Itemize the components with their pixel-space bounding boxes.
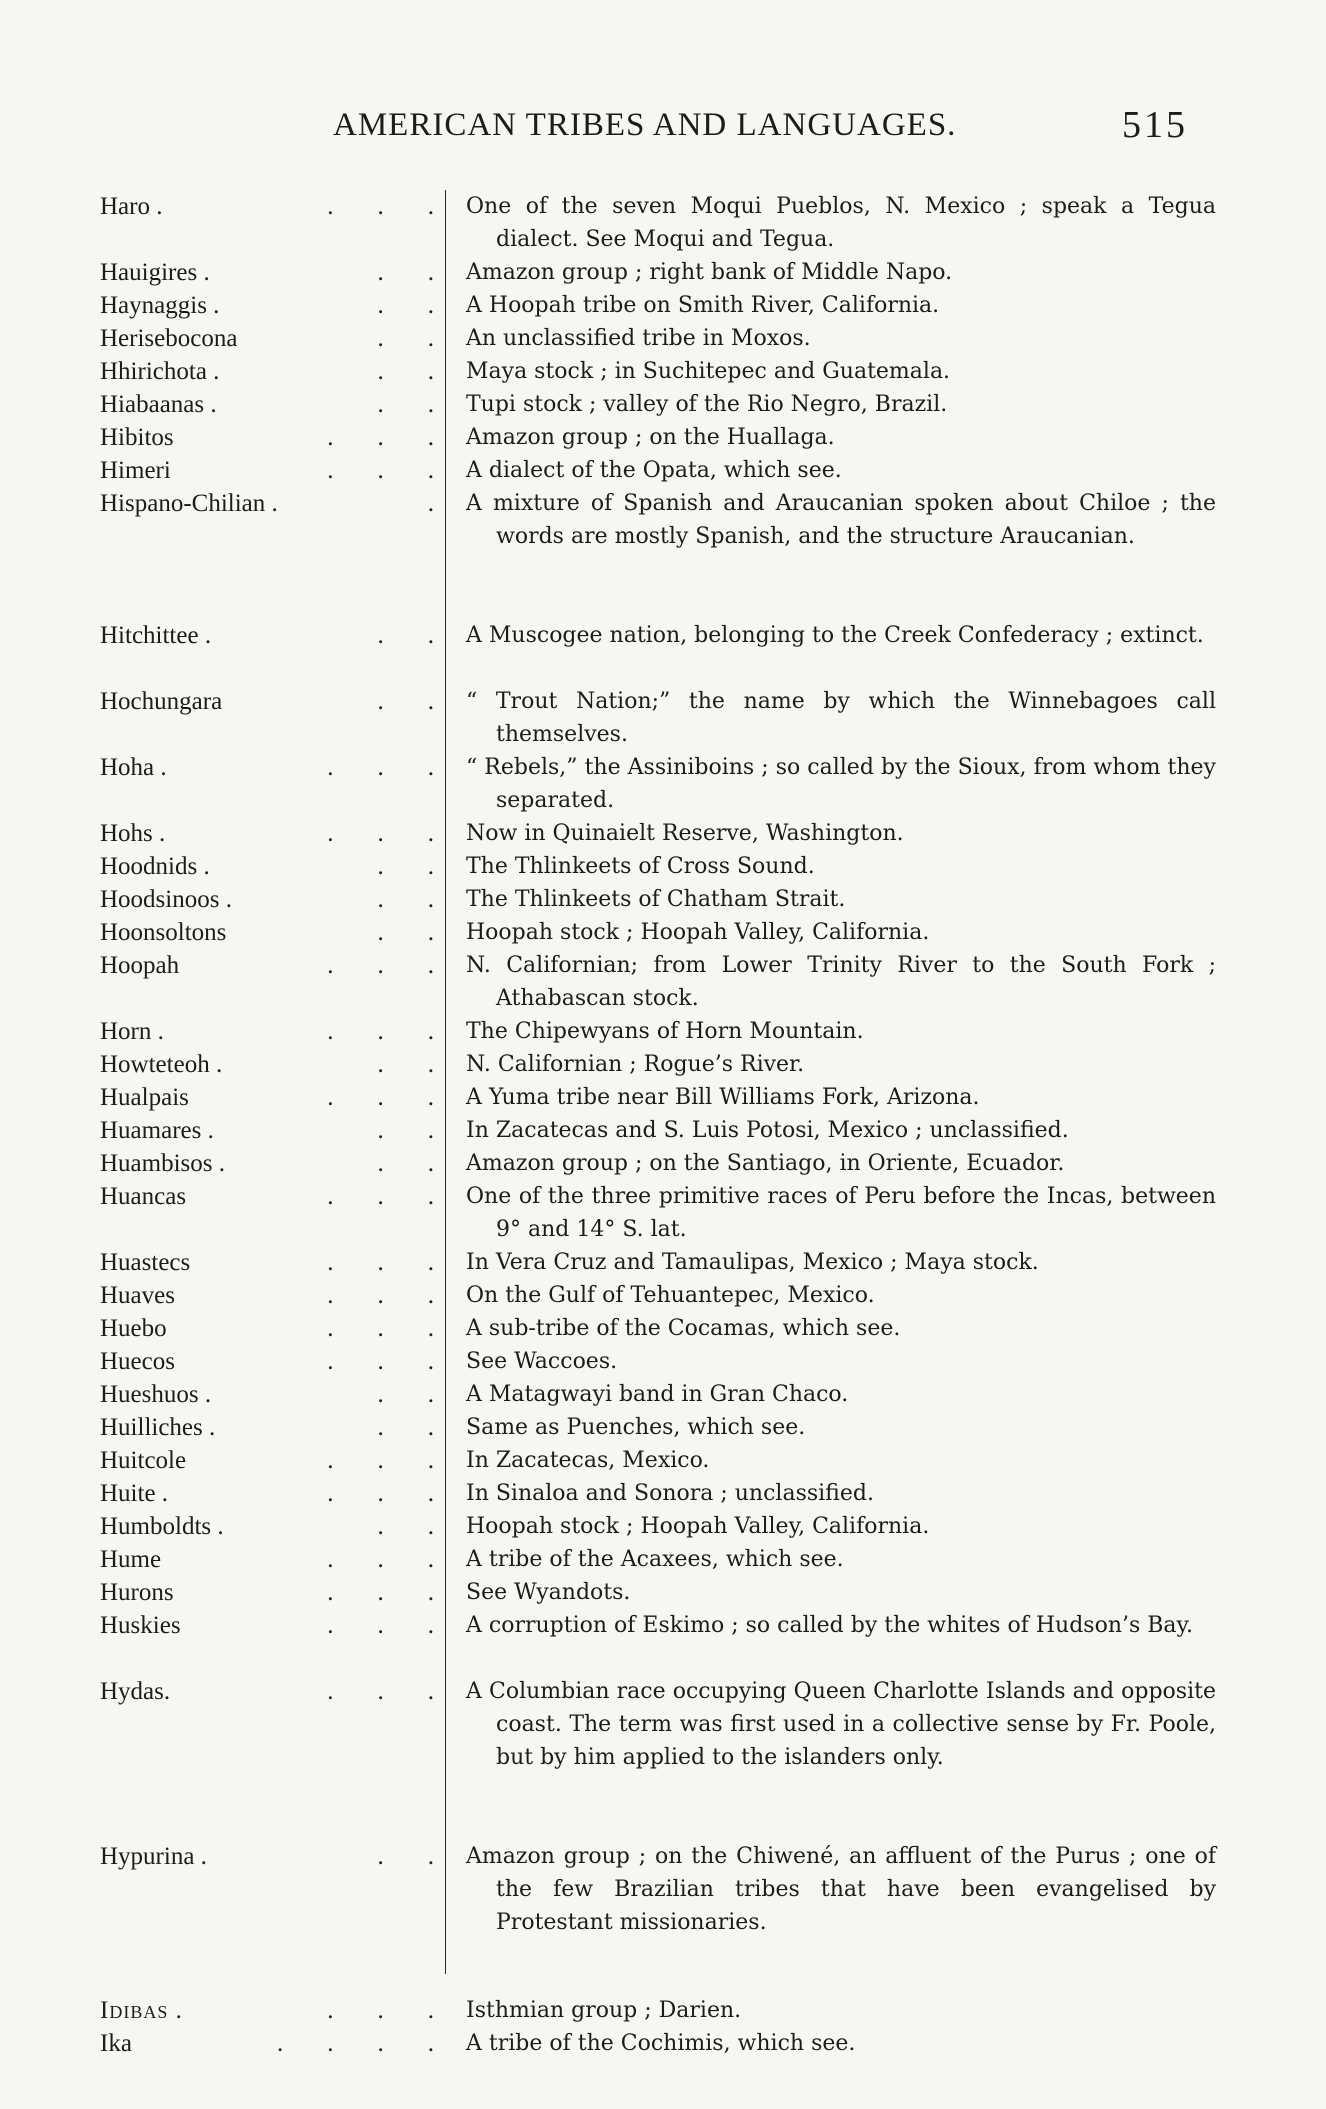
- entry-term: Hoodsinoos .: [100, 886, 232, 913]
- leader-dot: .: [377, 1315, 384, 1342]
- leader-dot: .: [377, 754, 384, 781]
- entry-term: Hoodnids .: [100, 853, 210, 880]
- leader-dot: .: [377, 1051, 384, 1078]
- entry-description: Same as Puenches, which see.: [466, 1415, 806, 1440]
- leader-dots: [174, 454, 434, 487]
- leader-dot: .: [327, 457, 334, 484]
- column-divider: [445, 190, 446, 1974]
- entry-description: A Matagwayi band in Gran Chaco.: [466, 1382, 849, 1407]
- entry-description: The Thlinkeets of Cross Sound.: [466, 854, 815, 879]
- entry-term: Huambisos .: [100, 1150, 225, 1177]
- leader-dot: .: [377, 391, 384, 418]
- leader-dots: [174, 1180, 434, 1213]
- leader-dot: .: [377, 1546, 384, 1573]
- page-title: AMERICAN TRIBES AND LANGUAGES.: [333, 107, 957, 143]
- leader-dots: [174, 949, 434, 982]
- entry-term: Huitcole: [100, 1447, 187, 1474]
- leader-dots: [174, 1675, 434, 1708]
- entry-description: One of the seven Moqui Pueblos, N. Mexico ; speak a Tegua dialect. See Moqui and Tegua.: [466, 194, 1216, 252]
- leader-dots: [174, 1246, 434, 1279]
- leader-dot: .: [427, 391, 434, 418]
- leader-dot: .: [427, 1414, 434, 1441]
- leader-dot: .: [327, 1480, 334, 1507]
- leader-dot: .: [427, 1612, 434, 1639]
- entry-description: On the Gulf of Tehuantepec, Mexico.: [466, 1283, 875, 1308]
- leader-dots: [174, 355, 434, 388]
- leader-dot: .: [427, 1579, 434, 1606]
- leader-dot: .: [377, 457, 384, 484]
- entry-term: Ika: [100, 2030, 132, 2057]
- leader-dots: [174, 1543, 434, 1576]
- leader-dot: .: [377, 1447, 384, 1474]
- leader-dot: .: [377, 1480, 384, 1507]
- page-number: 515: [1122, 104, 1188, 146]
- leader-dots: [174, 190, 434, 223]
- entry-term: Hhirichota .: [100, 358, 220, 385]
- leader-dot: .: [427, 292, 434, 319]
- leader-dots: [174, 1279, 434, 1312]
- entry-term: Hiabaanas .: [100, 391, 217, 418]
- entry-description: Isthmian group ; Darien.: [466, 1998, 742, 2023]
- leader-dot: .: [427, 886, 434, 913]
- leader-dot: .: [427, 490, 434, 517]
- leader-dot: .: [427, 358, 434, 385]
- leader-dots: [174, 751, 434, 784]
- entry-term: Hurons: [100, 1579, 174, 1606]
- leader-dot: .: [377, 688, 384, 715]
- leader-dot: .: [377, 820, 384, 847]
- leader-dots: [174, 1994, 434, 2027]
- entry-term: Hohs .: [100, 820, 166, 847]
- leader-dot: .: [327, 1315, 334, 1342]
- leader-dot: .: [377, 952, 384, 979]
- entry-term: Huecos: [100, 1348, 175, 1375]
- leader-dots: [174, 1510, 434, 1543]
- entry-description: Hoopah stock ; Hoopah Valley, California.: [466, 1514, 930, 1539]
- leader-dot: .: [427, 1051, 434, 1078]
- entry-description: “ Trout Nation;” the name by which the Winnebagoes call themselves.: [466, 689, 1216, 747]
- leader-dots: [174, 1114, 434, 1147]
- leader-dot: .: [327, 1997, 334, 2024]
- entry-term: Huilliches .: [100, 1414, 216, 1441]
- leader-dot: .: [327, 754, 334, 781]
- leader-dots: [174, 2027, 434, 2060]
- leader-dot: .: [327, 1249, 334, 1276]
- entry-term: Huebo: [100, 1315, 167, 1342]
- entry-description: A Hoopah tribe on Smith River, California.: [466, 293, 940, 318]
- leader-dots: [174, 1609, 434, 1642]
- leader-dot: .: [327, 952, 334, 979]
- leader-dot: .: [377, 853, 384, 880]
- leader-dot: .: [427, 1282, 434, 1309]
- leader-dot: .: [327, 1183, 334, 1210]
- leader-dots: [174, 1048, 434, 1081]
- leader-dot: .: [327, 1678, 334, 1705]
- leader-dot: .: [327, 1546, 334, 1573]
- entry-description: An unclassified tribe in Moxos.: [466, 326, 811, 351]
- leader-dot: .: [377, 1579, 384, 1606]
- leader-dots: [174, 421, 434, 454]
- entry-term: Huskies: [100, 1612, 181, 1639]
- leader-dot: .: [427, 1546, 434, 1573]
- leader-dot: .: [377, 1381, 384, 1408]
- leader-dot: .: [427, 1513, 434, 1540]
- entry-description: A Columbian race occupying Queen Charlotte Islands and opposite coast. The term was first used in a collective sense by Fr. Poole, but by him applied to the islanders only.: [466, 1679, 1216, 1770]
- leader-dot: .: [377, 1348, 384, 1375]
- leader-dot: .: [327, 1579, 334, 1606]
- leader-dot: .: [377, 1678, 384, 1705]
- entry-description: In Sinaloa and Sonora ; unclassified.: [466, 1481, 874, 1506]
- leader-dots: [174, 1081, 434, 1114]
- entry-description: Amazon group ; on the Huallaga.: [466, 425, 835, 450]
- leader-dot: .: [327, 1348, 334, 1375]
- entry-term: Haynaggis .: [100, 292, 220, 319]
- entry-term: Hueshuos .: [100, 1381, 212, 1408]
- entry-term: Hitchittee .: [100, 622, 212, 649]
- leader-dot: .: [377, 193, 384, 220]
- entry-term: Humboldts .: [100, 1513, 224, 1540]
- entry-term: Horn .: [100, 1018, 164, 1045]
- leader-dots: [174, 1015, 434, 1048]
- leader-dot: .: [427, 457, 434, 484]
- leader-dot: .: [427, 1447, 434, 1474]
- leader-dot: .: [427, 2030, 434, 2057]
- entry-description: A mixture of Spanish and Araucanian spoken about Chiloe ; the words are mostly Spanish, and the structure Araucanian.: [466, 491, 1216, 549]
- leader-dot: .: [327, 1447, 334, 1474]
- running-header: [333, 101, 1188, 149]
- entry-description: See Waccoes.: [466, 1349, 618, 1374]
- leader-dot: .: [377, 1513, 384, 1540]
- entry-description: The Chipewyans of Horn Mountain.: [466, 1019, 864, 1044]
- leader-dot: .: [327, 424, 334, 451]
- leader-dots: [174, 850, 434, 883]
- entry-term: Hydas.: [100, 1678, 171, 1705]
- entry-term: Herisebocona: [100, 325, 238, 352]
- leader-dot: .: [377, 919, 384, 946]
- entry-term: Hypurina .: [100, 1843, 207, 1870]
- leader-dots: [174, 916, 434, 949]
- leader-dots: [174, 1378, 434, 1411]
- entry-term: Hume: [100, 1546, 162, 1573]
- leader-dot: .: [377, 1414, 384, 1441]
- leader-dot: .: [377, 1997, 384, 2024]
- leader-dot: .: [427, 1084, 434, 1111]
- leader-dot: .: [427, 1249, 434, 1276]
- leader-dot: .: [377, 1183, 384, 1210]
- leader-dot: .: [377, 1150, 384, 1177]
- entry-description: A sub-tribe of the Cocamas, which see.: [466, 1316, 901, 1341]
- leader-dot: .: [427, 1678, 434, 1705]
- entry-term: Hochungara: [100, 688, 223, 715]
- leader-dots: [174, 685, 434, 718]
- leader-dot: .: [377, 424, 384, 451]
- entry-term: Hoopah: [100, 952, 180, 979]
- leader-dot: .: [427, 1315, 434, 1342]
- entry-description: Maya stock ; in Suchitepec and Guatemala.: [466, 359, 951, 384]
- leader-dots: [174, 817, 434, 850]
- entry-term: Himeri: [100, 457, 171, 484]
- entry-description: Amazon group ; on the Santiago, in Oriente, Ecuador.: [466, 1151, 1065, 1176]
- entry-description: A Muscogee nation, belonging to the Creek Confederacy ; extinct.: [466, 623, 1204, 648]
- leader-dot: .: [427, 424, 434, 451]
- leader-dot: .: [377, 259, 384, 286]
- entry-term: Howteteoh .: [100, 1051, 223, 1078]
- leader-dot: .: [327, 193, 334, 220]
- leader-dot: .: [327, 1612, 334, 1639]
- leader-dots: [174, 388, 434, 421]
- leader-dot: .: [327, 1282, 334, 1309]
- leader-dot: .: [427, 259, 434, 286]
- entry-term: Idibas .: [100, 1997, 183, 2024]
- leader-dot: .: [327, 1018, 334, 1045]
- leader-dot: .: [427, 1183, 434, 1210]
- entry-description: Hoopah stock ; Hoopah Valley, California.: [466, 920, 930, 945]
- leader-dots: [174, 619, 434, 652]
- leader-dot: .: [427, 1117, 434, 1144]
- entry-description: See Wyandots.: [466, 1580, 631, 1605]
- entry-description: In Zacatecas and S. Luis Potosi, Mexico ; unclassified.: [466, 1118, 1069, 1143]
- leader-dot: .: [377, 1117, 384, 1144]
- entry-term: Hibitos: [100, 424, 174, 451]
- entry-description: “ Rebels,” the Assiniboins ; so called by the Sioux, from whom they separated.: [466, 755, 1216, 813]
- entry-term: Huaves: [100, 1282, 175, 1309]
- leader-dot: .: [377, 1084, 384, 1111]
- leader-dot: .: [377, 292, 384, 319]
- entry-description: Amazon group ; on the Chiwené, an affluent of the Purus ; one of the few Brazilian tribes that have been evangelised by Protestant missionaries.: [466, 1844, 1216, 1935]
- entry-description: In Vera Cruz and Tamaulipas, Mexico ; Maya stock.: [466, 1250, 1039, 1275]
- entry-term: Hauigires .: [100, 259, 210, 286]
- leader-dot: .: [377, 1843, 384, 1870]
- leader-dot: .: [377, 2030, 384, 2057]
- entry-term: Hoonsoltons: [100, 919, 227, 946]
- leader-dot: .: [427, 1348, 434, 1375]
- leader-dot: .: [427, 622, 434, 649]
- leader-dot: .: [427, 1381, 434, 1408]
- entry-term: Hoha .: [100, 754, 167, 781]
- leader-dot: .: [427, 853, 434, 880]
- leader-dot: .: [377, 1018, 384, 1045]
- leader-dot: .: [377, 1249, 384, 1276]
- leader-dot: .: [427, 754, 434, 781]
- leader-dots: [174, 1411, 434, 1444]
- leader-dot: .: [377, 325, 384, 352]
- leader-dot: .: [377, 886, 384, 913]
- entry-description: One of the three primitive races of Peru before the Incas, between 9° and 14° S. lat.: [466, 1184, 1216, 1242]
- leader-dot: .: [377, 1282, 384, 1309]
- leader-dot: .: [427, 1018, 434, 1045]
- leader-dots: [174, 1147, 434, 1180]
- leader-dots: [174, 289, 434, 322]
- leader-dot: .: [327, 2030, 334, 2057]
- leader-dots: [174, 487, 434, 520]
- entry-term: Huancas: [100, 1183, 187, 1210]
- leader-dot: .: [427, 820, 434, 847]
- leader-dots: [174, 256, 434, 289]
- entry-term: Huastecs: [100, 1249, 191, 1276]
- entry-description: The Thlinkeets of Chatham Strait.: [466, 887, 846, 912]
- entry-description: A corruption of Eskimo ; so called by the whites of Hudson’s Bay.: [466, 1613, 1194, 1638]
- entry-description: Now in Quinaielt Reserve, Washington.: [466, 821, 904, 846]
- leader-dots: [174, 1312, 434, 1345]
- leader-dot: .: [377, 622, 384, 649]
- entry-description: Amazon group ; right bank of Middle Napo.: [466, 260, 953, 285]
- leader-dot: .: [427, 1843, 434, 1870]
- leader-dot: .: [427, 1997, 434, 2024]
- entry-description: A tribe of the Acaxees, which see.: [466, 1547, 844, 1572]
- entry-description: A Yuma tribe near Bill Williams Fork, Arizona.: [466, 1085, 980, 1110]
- leader-dot: .: [427, 919, 434, 946]
- entry-term: Hispano-Chilian .: [100, 490, 278, 517]
- leader-dots: [174, 1576, 434, 1609]
- leader-dot: .: [327, 820, 334, 847]
- leader-dot: .: [427, 1480, 434, 1507]
- entry-description: N. Californian; from Lower Trinity River to the South Fork ; Athabascan stock.: [466, 953, 1216, 1011]
- leader-dot: .: [427, 193, 434, 220]
- leader-dots: [174, 1444, 434, 1477]
- leader-dots: [174, 1345, 434, 1378]
- entry-description: In Zacatecas, Mexico.: [466, 1448, 710, 1473]
- leader-dots: [174, 1840, 434, 1873]
- leader-dots: [174, 322, 434, 355]
- entry-term: Haro .: [100, 193, 163, 220]
- entry-term: Huite .: [100, 1480, 169, 1507]
- leader-dot: .: [427, 688, 434, 715]
- leader-dots: [174, 883, 434, 916]
- leader-dot: .: [427, 952, 434, 979]
- leader-dots: [174, 1477, 434, 1510]
- leader-dot: .: [427, 1150, 434, 1177]
- entry-description: N. Californian ; Rogue’s River.: [466, 1052, 805, 1077]
- entry-description: A dialect of the Opata, which see.: [466, 458, 842, 483]
- entry-term: Hualpais: [100, 1084, 189, 1111]
- entry-term: Huamares .: [100, 1117, 214, 1144]
- entry-description: A tribe of the Cochimis, which see.: [466, 2031, 856, 2056]
- leader-dot: .: [377, 358, 384, 385]
- leader-dot: .: [277, 2030, 284, 2057]
- leader-dot: .: [377, 1612, 384, 1639]
- leader-dot: .: [327, 1084, 334, 1111]
- entry-description: Tupi stock ; valley of the Rio Negro, Brazil.: [466, 392, 948, 417]
- leader-dot: .: [427, 325, 434, 352]
